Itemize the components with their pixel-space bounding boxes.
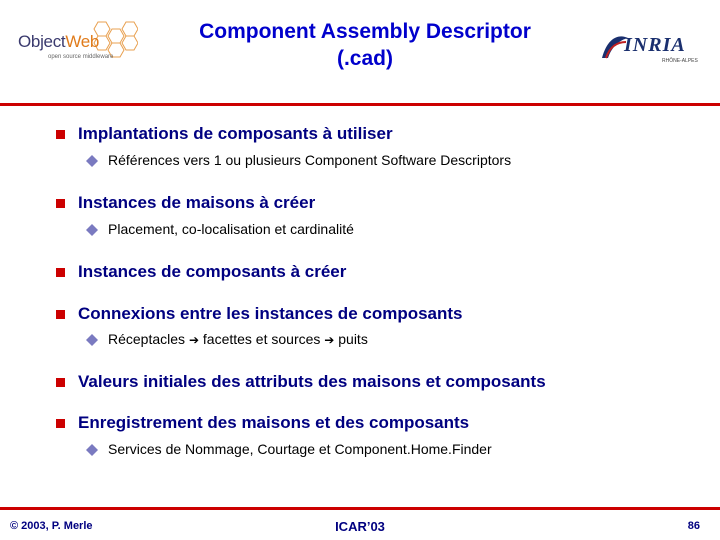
- diamond-bullet-icon: [86, 224, 98, 236]
- inria-subtitle: RHÔNE-ALPES: [662, 58, 698, 64]
- footer-divider: [0, 507, 720, 510]
- square-bullet-icon: [56, 378, 65, 387]
- inria-wordmark: INRIA: [624, 34, 686, 56]
- diamond-bullet-icon: [86, 444, 98, 456]
- diamond-bullet-icon: [86, 155, 98, 167]
- footer-event: ICAR’03: [335, 519, 385, 534]
- page-number: 86: [687, 520, 700, 532]
- slide-title: [150, 18, 580, 72]
- arrow-right-icon: ➔: [324, 333, 335, 347]
- arrow-right-icon: ➔: [188, 333, 199, 347]
- title-line-2: (.cad): [336, 47, 393, 70]
- inria-logo: [598, 28, 710, 68]
- logo-tagline: open source middleware: [48, 54, 114, 60]
- square-bullet-icon: [56, 310, 65, 319]
- footer-copyright: © 2003, P. Merle: [10, 520, 93, 532]
- title-line-1: Component Assembly Descriptor: [199, 20, 531, 43]
- diamond-bullet-icon: [86, 334, 98, 346]
- header-divider: [0, 103, 720, 106]
- logo-wordmark: ObjectWeb: [18, 32, 100, 51]
- square-bullet-icon: [56, 130, 65, 139]
- square-bullet-icon: [56, 199, 65, 208]
- objectweb-logo: [8, 18, 138, 78]
- square-bullet-icon: [56, 419, 65, 428]
- square-bullet-icon: [56, 268, 65, 277]
